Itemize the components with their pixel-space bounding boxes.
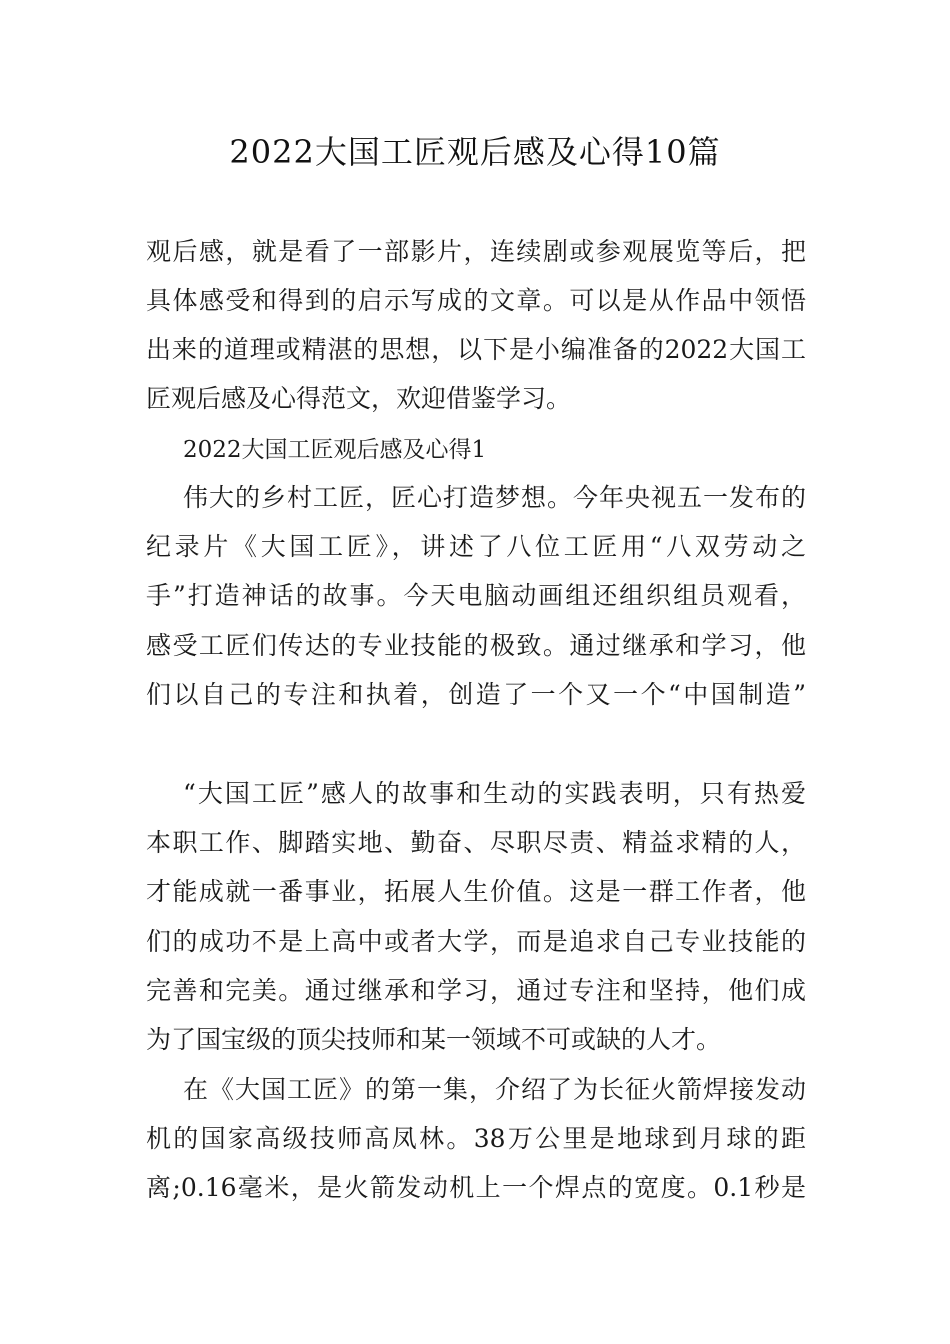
paragraph-line: 机的国家高级技师高凤林。38万公里是地球到月球的距 xyxy=(146,1124,806,1153)
document-title: 2022大国工匠观后感及心得10篇 xyxy=(229,133,721,171)
intro-line: 出来的道理或精湛的思想，以下是小编准备的2022大国工 xyxy=(146,335,806,364)
section-heading: 2022大国工匠观后感及心得1 xyxy=(183,437,487,463)
paragraph-line: 在《大国工匠》的第一集，介绍了为长征火箭焊接发动 xyxy=(183,1075,806,1104)
paragraph-line: 离;0.16毫米，是火箭发动机上一个焊点的宽度。0.1秒是 xyxy=(146,1173,806,1202)
paragraph-line: 本职工作、脚踏实地、勤奋、尽职尽责、精益求精的人， xyxy=(146,828,806,857)
paragraph-line: 为了国宝级的顶尖技师和某一领域不可或缺的人才。 xyxy=(146,1025,722,1054)
paragraph-line: 们的成功不是上高中或者大学，而是追求自己专业技能的 xyxy=(146,927,806,956)
paragraph-line: 完善和完美。通过继承和学习，通过专注和坚持，他们成 xyxy=(146,976,806,1005)
intro-line: 匠观后感及心得范文，欢迎借鉴学习。 xyxy=(146,384,572,413)
paragraph-line: 才能成就一番事业，拓展人生价值。这是一群工作者，他 xyxy=(146,877,806,906)
paragraph-line: 纪录片《大国工匠》，讲述了八位工匠用“八双劳动之 xyxy=(146,532,806,561)
intro-line: 观后感，就是看了一部影片，连续剧或参观展览等后，把 xyxy=(146,237,806,266)
paragraph-line: 手”打造神话的故事。今天电脑动画组还组织组员观看， xyxy=(146,581,806,610)
paragraph-line: 伟大的乡村工匠，匠心打造梦想。今年央视五一发布的 xyxy=(183,483,806,512)
paragraph-line: “大国工匠”感人的故事和生动的实践表明，只有热爱 xyxy=(183,779,806,808)
intro-line: 具体感受和得到的启示写成的文章。可以是从作品中领悟 xyxy=(146,286,806,315)
paragraph-line: 感受工匠们传达的专业技能的极致。通过继承和学习，他 xyxy=(146,631,806,660)
paragraph-line: 们以自己的专注和执着，创造了一个又一个“中国制造” xyxy=(146,680,806,709)
